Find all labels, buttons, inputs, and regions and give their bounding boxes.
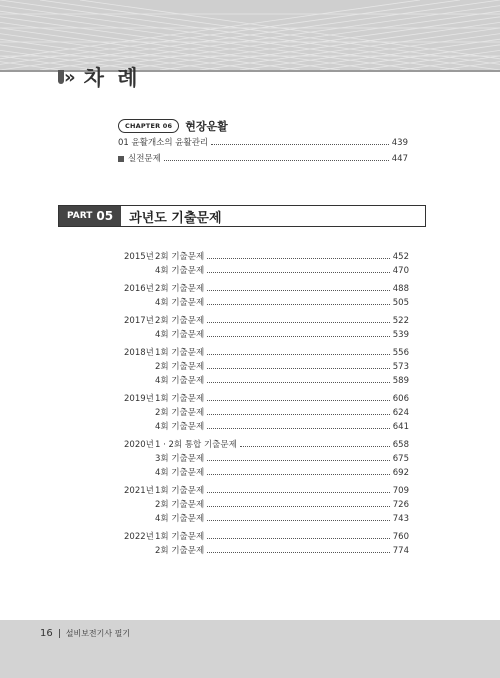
toc-page: 573 — [392, 362, 409, 372]
toc-entry[interactable] — [155, 296, 409, 308]
toc-page: 658 — [392, 440, 409, 450]
toc-year: 2021년 — [124, 486, 154, 496]
toc-page: 692 — [392, 468, 409, 478]
toc-entry[interactable] — [155, 392, 409, 404]
toc-year: 2022년 — [124, 532, 154, 542]
toc-label: 01 윤활개소의 윤활관리 — [118, 138, 209, 148]
part-badge: PART 05 — [59, 206, 121, 226]
toc-label: 1 · 2회 통합 기출문제 — [155, 440, 237, 450]
part-title: 과년도 기출문제 — [129, 210, 222, 226]
toc-page: 709 — [392, 486, 409, 496]
toc-page: 774 — [392, 546, 409, 556]
toc-label: 3회 기출문제 — [155, 454, 205, 464]
toc-page: 641 — [392, 422, 409, 432]
dot-leader — [164, 160, 389, 161]
dot-leader — [207, 272, 390, 273]
toc-label: 1회 기출문제 — [155, 394, 205, 404]
toc-label: 1회 기출문제 — [155, 486, 205, 496]
toc-year: 2019년 — [124, 394, 154, 404]
toc-entry[interactable] — [155, 328, 409, 340]
toc-entry[interactable] — [155, 314, 409, 326]
dot-leader — [207, 428, 390, 429]
toc-page: 624 — [392, 408, 409, 418]
toc-entry[interactable] — [155, 498, 409, 510]
toc-entry[interactable] — [155, 452, 409, 464]
toc-page: 726 — [392, 500, 409, 510]
toc-page: 452 — [392, 252, 409, 262]
chapter-heading — [118, 118, 228, 134]
dot-leader — [207, 506, 390, 507]
footer — [40, 628, 130, 639]
dot-leader — [207, 414, 390, 415]
toc-entry[interactable] — [155, 282, 409, 294]
toc-page: 470 — [392, 266, 409, 276]
toc-year: 2016년 — [124, 284, 154, 294]
chapter-title: 현장운활 — [185, 120, 228, 133]
toc-entry[interactable] — [155, 360, 409, 372]
footer-divider — [59, 629, 60, 638]
book-title: 설비보전기사 필기 — [65, 629, 131, 638]
page-title — [64, 62, 141, 92]
dot-leader — [207, 368, 390, 369]
toc-year: 2017년 — [124, 316, 154, 326]
chapter-toc-item[interactable] — [118, 136, 408, 148]
toc-label: 2회 기출문제 — [155, 408, 205, 418]
header-pattern-band — [0, 0, 500, 70]
toc-entry[interactable] — [155, 530, 409, 542]
toc-page: 447 — [391, 154, 408, 164]
toc-entry[interactable] — [155, 544, 409, 556]
toc-entry[interactable] — [155, 484, 409, 496]
dot-leader — [207, 552, 390, 553]
toc-entry[interactable] — [155, 406, 409, 418]
toc-entry[interactable] — [155, 420, 409, 432]
toc-page: 505 — [392, 298, 409, 308]
toc-year: 2018년 — [124, 348, 154, 358]
toc-label: 실전문제 — [118, 152, 161, 164]
toc-page: 539 — [392, 330, 409, 340]
dot-leader — [240, 446, 390, 447]
toc-entry[interactable] — [155, 374, 409, 386]
dot-leader — [207, 336, 390, 337]
page-number: 16 — [40, 628, 53, 639]
dot-leader — [207, 400, 390, 401]
toc-label: 4회 기출문제 — [155, 330, 205, 340]
toc-label: 4회 기출문제 — [155, 266, 205, 276]
toc-entry[interactable] — [155, 512, 409, 524]
toc-year: 2020년 — [124, 440, 154, 450]
toc-label: 4회 기출문제 — [155, 298, 205, 308]
toc-label: 2회 기출문제 — [155, 284, 205, 294]
toc-page: 488 — [392, 284, 409, 294]
dot-leader — [207, 460, 390, 461]
dot-leader — [207, 538, 390, 539]
toc-label: 4회 기출문제 — [155, 468, 205, 478]
toc-label: 4회 기출문제 — [155, 514, 205, 524]
chapter-toc-item[interactable] — [118, 152, 408, 164]
toc-page: 522 — [392, 316, 409, 326]
toc-label: 1회 기출문제 — [155, 348, 205, 358]
dot-leader — [207, 290, 390, 291]
dot-leader — [207, 520, 390, 521]
double-chevron-icon: » — [64, 66, 74, 88]
dot-leader — [207, 474, 390, 475]
dot-leader — [207, 258, 390, 259]
toc-label: 2회 기출문제 — [155, 500, 205, 510]
part-heading — [58, 205, 426, 227]
toc-entry[interactable] — [155, 250, 409, 262]
chapter-badge: CHAPTER 06 — [118, 119, 179, 133]
dot-leader — [207, 492, 390, 493]
dot-leader — [207, 382, 390, 383]
toc-entry[interactable] — [155, 466, 409, 478]
toc-label: 2회 기출문제 — [155, 252, 205, 262]
dot-leader — [211, 144, 389, 145]
dot-leader — [207, 354, 390, 355]
title-text: 차 례 — [83, 66, 141, 90]
toc-label: 2회 기출문제 — [155, 316, 205, 326]
toc-page: 606 — [392, 394, 409, 404]
toc-label: 4회 기출문제 — [155, 422, 205, 432]
triangle-pattern — [0, 0, 500, 70]
toc-label: 2회 기출문제 — [155, 546, 205, 556]
toc-page: 743 — [392, 514, 409, 524]
toc-page: 675 — [392, 454, 409, 464]
toc-page: 589 — [392, 376, 409, 386]
toc-page: 556 — [392, 348, 409, 358]
toc-label: 2회 기출문제 — [155, 362, 205, 372]
dot-leader — [207, 322, 390, 323]
toc-page: 760 — [392, 532, 409, 542]
toc-label: 4회 기출문제 — [155, 376, 205, 386]
toc-entry[interactable] — [155, 438, 409, 450]
toc-entry[interactable] — [155, 346, 409, 358]
toc-year: 2015년 — [124, 252, 154, 262]
toc-entry[interactable] — [155, 264, 409, 276]
dot-leader — [207, 304, 390, 305]
toc-page: 439 — [391, 138, 408, 148]
toc-label: 1회 기출문제 — [155, 532, 205, 542]
square-bullet-icon — [118, 156, 124, 162]
